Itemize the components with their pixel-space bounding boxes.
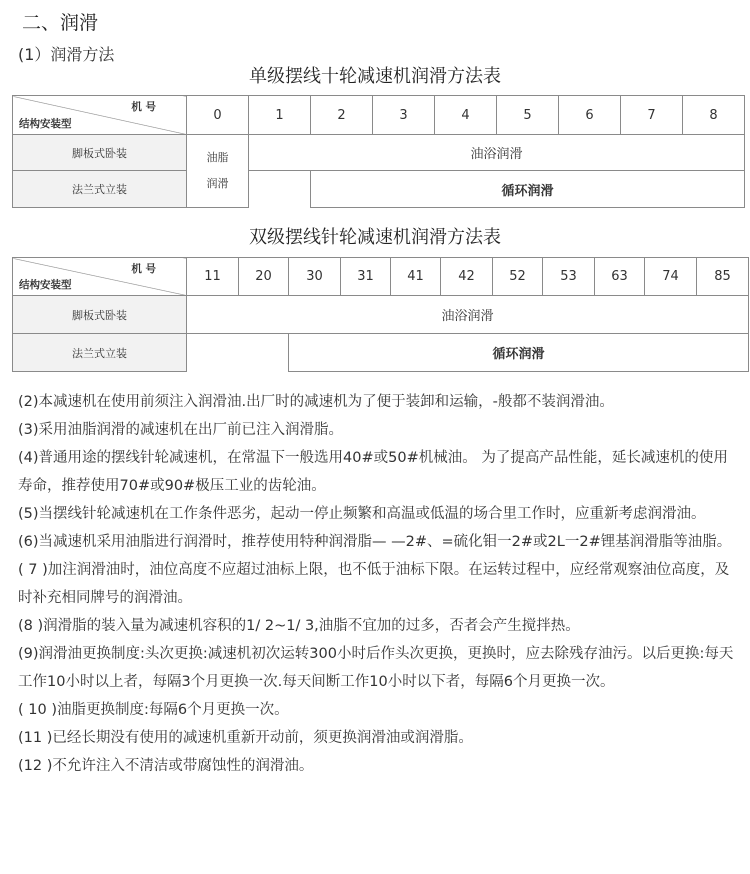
table1-col-6: 6 bbox=[559, 96, 621, 135]
note-10: ( 10 )油脂更换制度:每隔6个月更换一次。 bbox=[18, 702, 289, 718]
table1-row1-label: 脚板式卧装 bbox=[13, 135, 187, 171]
table1-circulation: 循环润滑 bbox=[311, 171, 745, 208]
table2-header-cell bbox=[13, 258, 187, 296]
table2-row2-label: 法兰式立装 bbox=[13, 334, 187, 372]
table2-header-model-label: 机 号 bbox=[131, 263, 156, 275]
note-11: (11 )已经长期没有使用的减速机重新开动前，须更换润滑油或润滑脂。 bbox=[18, 730, 473, 746]
note-7: ( 7 )加注润滑油时，油位高度不应超过油标上限，也不低于油标下限。在运转过程中，应经常观察油位高度，及时补充相同牌号的润滑油。 bbox=[18, 562, 730, 606]
note-3: (3)采用油脂润滑的减速机在出厂前已注入润滑脂。 bbox=[18, 422, 344, 438]
note-4: (4)普通用途的摆线针轮减速机，在常温下一般选用40#或50#机械油。 为了提高产品性能，延长减速机的使用寿命，推荐使用70#或90#极压工业的齿轮油。 bbox=[18, 450, 728, 494]
table1-col-5: 5 bbox=[497, 96, 559, 135]
note-6: (6)当减速机采用油脂进行润滑时，推荐使用特种润滑脂— —2#、=硫化钼一2#或2L一2#锂基润滑脂等油脂。 bbox=[18, 534, 732, 550]
table2-col-41: 41 bbox=[391, 258, 441, 296]
table1-header-model-label: 机 号 bbox=[131, 101, 156, 113]
table1-col-7: 7 bbox=[621, 96, 683, 135]
table2-col-20: 20 bbox=[239, 258, 289, 296]
note-5: (5)当摆线针轮减速机在工作条件恶劣，起动一停止频繁和高温或低温的场合里工作时，应重新考虑润滑油。 bbox=[18, 506, 706, 522]
table1-col-1: 1 bbox=[249, 96, 311, 135]
table1-col-2: 2 bbox=[311, 96, 373, 135]
table2-col-74: 74 bbox=[645, 258, 697, 296]
table1-header-cell bbox=[13, 96, 187, 135]
table1-col-0: 0 bbox=[187, 96, 249, 135]
table2-title: 双级摆线针轮减速机润滑方法表 bbox=[249, 227, 501, 248]
note-9: (9)润滑油更换制度:头次更换:减速机初次运转300小时后作头次更换，更换时，应去除残存油污。以后更换:每天工作10小时以上者，每隔3个月更换一次.每天间断工作10小时以下者，每隔6个月更换一次。 bbox=[18, 646, 734, 690]
subsection-title: (1）润滑方法 bbox=[18, 45, 115, 64]
table1-col-8: 8 bbox=[683, 96, 745, 135]
table2-row1-label: 脚板式卧装 bbox=[13, 296, 187, 334]
table2-circulation: 循环润滑 bbox=[289, 334, 749, 372]
table1-grease-line1: 油脂 bbox=[206, 151, 229, 164]
double-stage-lubrication-table bbox=[12, 257, 749, 372]
table1-col-4: 4 bbox=[435, 96, 497, 135]
table1-grease-line2: 润滑 bbox=[206, 177, 229, 190]
table2-oil-bath: 油浴润滑 bbox=[187, 296, 749, 334]
table2-col-30: 30 bbox=[289, 258, 341, 296]
table1-header-type-label: 结构安装型 bbox=[19, 118, 72, 130]
table2-blank-cell bbox=[187, 334, 289, 372]
table1-title: 单级摆线十轮减速机润滑方法表 bbox=[249, 66, 501, 87]
table2-col-53: 53 bbox=[543, 258, 595, 296]
table1-col-3: 3 bbox=[373, 96, 435, 135]
lubrication-notes bbox=[18, 388, 740, 780]
table2-col-31: 31 bbox=[341, 258, 391, 296]
table1-blank-cell bbox=[249, 171, 311, 208]
table2-col-85: 85 bbox=[697, 258, 749, 296]
table2-col-52: 52 bbox=[493, 258, 543, 296]
note-12: (12 )不允许注入不清洁或带腐蚀性的润滑油。 bbox=[18, 758, 314, 774]
note-8: (8 )润滑脂的装入量为减速机容积的1/ 2~1/ 3,油脂不宜加的过多，否者会产生搅拌热。 bbox=[18, 618, 580, 634]
single-stage-lubrication-table bbox=[12, 95, 745, 208]
table2-col-42: 42 bbox=[441, 258, 493, 296]
table2-header-type-label: 结构安装型 bbox=[19, 279, 72, 291]
table2-col-63: 63 bbox=[595, 258, 645, 296]
table1-row2-label: 法兰式立装 bbox=[13, 171, 187, 208]
table2-col-11: 11 bbox=[187, 258, 239, 296]
note-2: (2)本减速机在使用前须注入润滑油.出厂时的减速机为了便于装卸和运输，-般都不装润滑油。 bbox=[18, 394, 614, 410]
section-title: 二、润滑 bbox=[22, 12, 99, 34]
table1-grease-cell bbox=[187, 135, 249, 208]
table1-oil-bath: 油浴润滑 bbox=[249, 135, 745, 171]
